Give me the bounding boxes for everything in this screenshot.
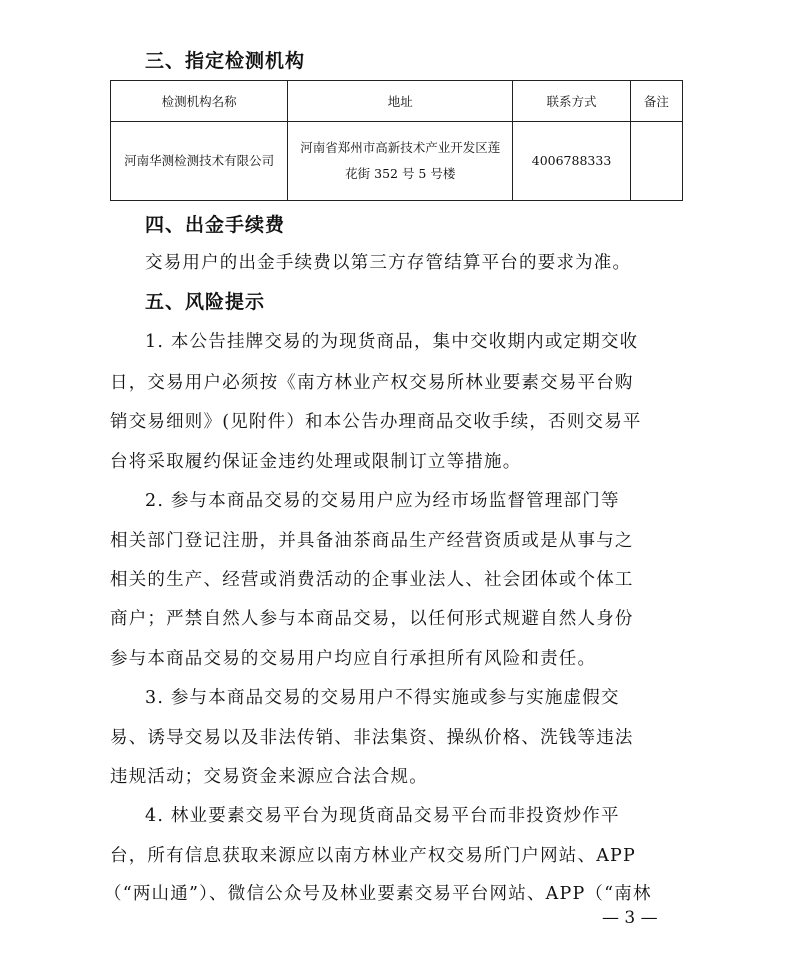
cell-note [630, 122, 682, 201]
body-line: 相关的生产、经营或消费活动的企事业法人、社会团体或个体工 [110, 570, 634, 590]
body-line: （“两山通”）、微信公众号及林业要素交易平台网站、APP（“南林 [104, 884, 652, 904]
body-line: 3. 参与本商品交易的交易用户不得实施或参与实施虚假交 [145, 688, 620, 708]
body-line: 1. 本公告挂牌交易的为现货商品，集中交收期内或定期交收 [145, 332, 639, 352]
body-line: 台，所有信息获取来源应以南方林业产权交易所门户网站、APP [110, 846, 636, 866]
body-line: 易、诱导交易以及非法传销、非法集资、操纵价格、洗钱等违法 [110, 728, 634, 748]
body-line: 违规活动；交易资金来源应合法合规。 [110, 767, 428, 787]
body-line: 参与本商品交易的交易用户均应自行承担所有风险和责任。 [110, 649, 597, 669]
address-line-1: 河南省郑州市高新技术产业开发区莲 [300, 140, 501, 155]
table-header-row [111, 81, 683, 122]
inspection-institution-table [110, 80, 683, 201]
header-institution-name: 检测机构名称 [111, 81, 288, 122]
cell-address [288, 122, 513, 201]
header-contact: 联系方式 [513, 81, 630, 122]
header-note: 备注 [630, 81, 682, 122]
address-line-2: 花街 352 号 5 号楼 [345, 166, 456, 181]
section-title-designated-lab: 三、指定检测机构 [145, 50, 306, 72]
page-number: — 3 — [602, 908, 658, 928]
body-line: 交易用户的出金手续费以第三方存管结算平台的要求为准。 [145, 253, 632, 273]
body-line: 台将采取履约保证金违约处理或限制订立等措施。 [110, 452, 522, 472]
body-line: 商户；严禁自然人参与本商品交易，以任何形式规避自然人身份 [110, 609, 634, 629]
body-line: 4. 林业要素交易平台为现货商品交易平台而非投资炒作平 [145, 806, 620, 826]
body-line: 销交易细则》(见附件）和本公告办理商品交收手续，否则交易平 [110, 412, 642, 432]
cell-contact: 4006788333 [513, 122, 630, 201]
section-title-risk-warning: 五、风险提示 [145, 291, 266, 313]
body-line: 2. 参与本商品交易的交易用户应为经市场监督管理部门等 [145, 491, 620, 511]
table-row [111, 122, 683, 201]
section-title-withdrawal-fee: 四、出金手续费 [145, 214, 286, 236]
cell-institution-name: 河南华测检测技术有限公司 [111, 122, 288, 201]
body-line: 日，交易用户必须按《南方林业产权交易所林业要素交易平台购 [110, 373, 634, 393]
header-address: 地址 [288, 81, 513, 122]
body-line: 相关部门登记注册，并具备油茶商品生产经营资质或是从事与之 [110, 531, 634, 551]
